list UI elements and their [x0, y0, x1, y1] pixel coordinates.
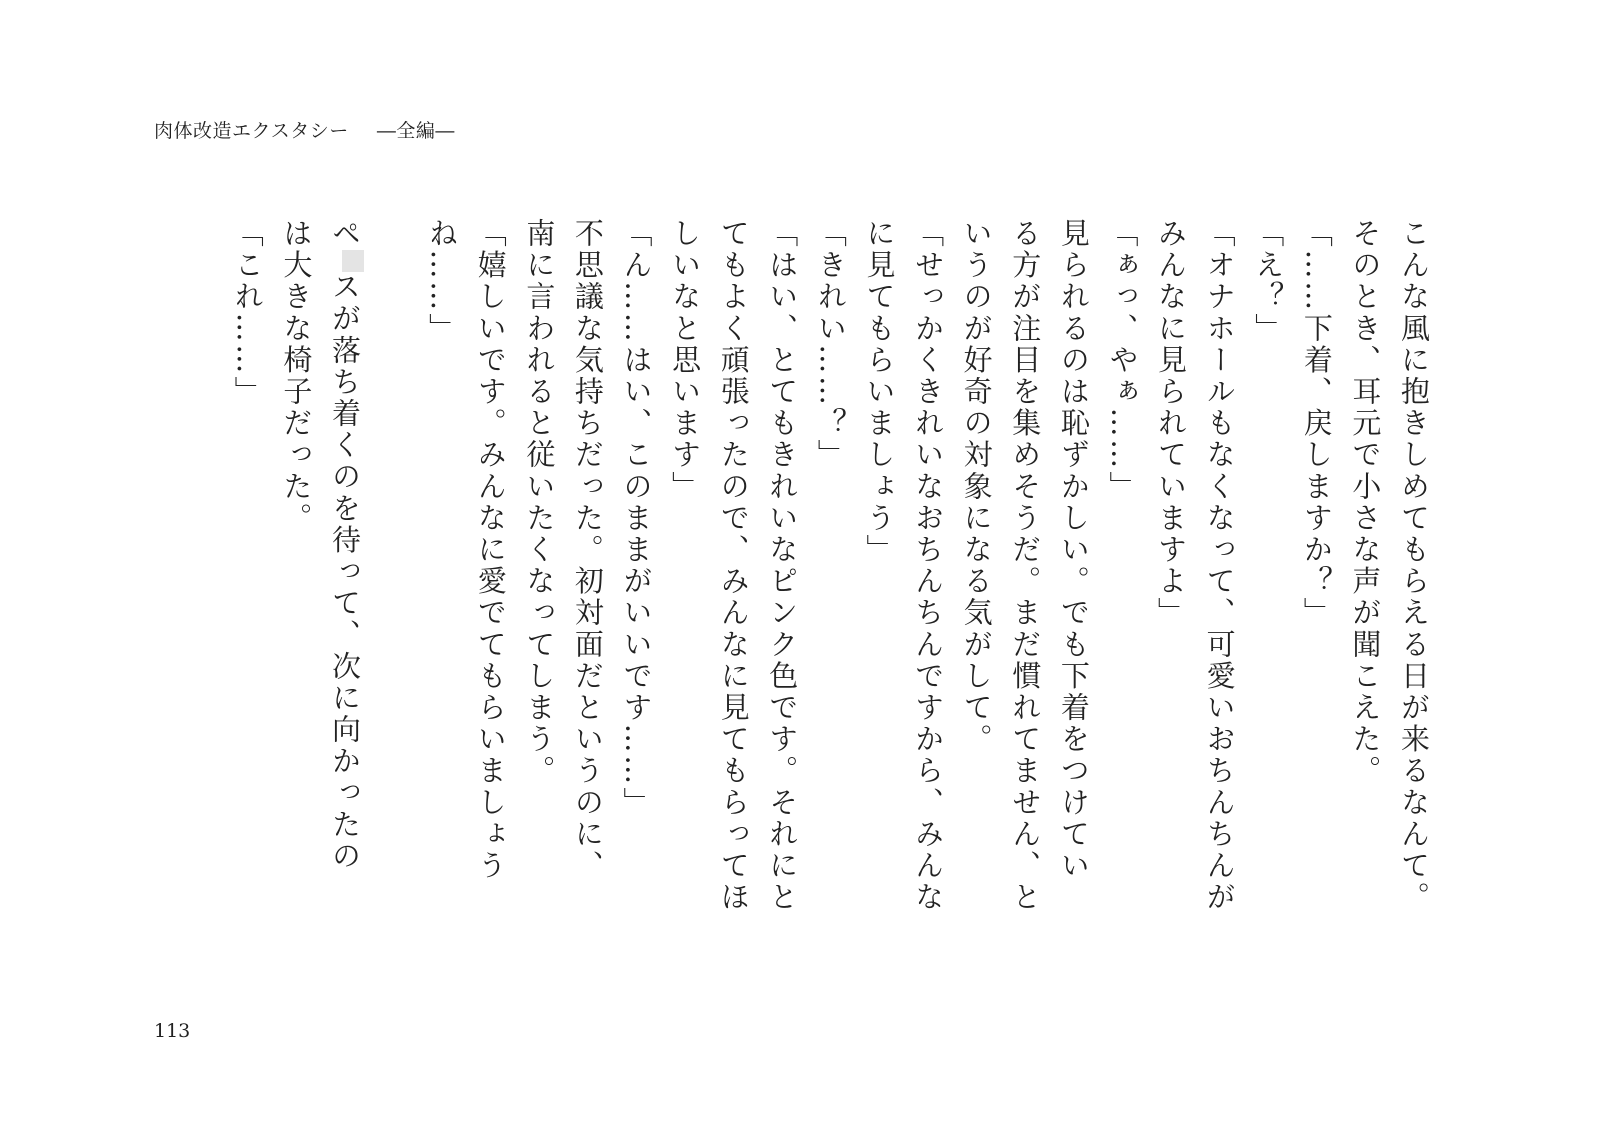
- page-number: 113: [154, 1020, 191, 1042]
- text-line: そのとき、耳元で小さな声が聞こえた。: [1348, 218, 1383, 787]
- text-line: に見てもらいましょう」: [862, 218, 897, 566]
- text-line: 不思議な気持ちだった。初対面だというのに、: [570, 218, 605, 882]
- text-line: てもよく頑張ったので、みんなに見てもらってほ: [716, 218, 751, 914]
- text-line: 「これ……」: [230, 218, 265, 408]
- text-line: る方が注目を集めそうだ。まだ慣れてません、と: [1008, 218, 1043, 914]
- text-line: 「はい、とてもきれいなピンク色です。それにと: [765, 218, 800, 914]
- censor-mosaic: [342, 250, 364, 272]
- running-header: [154, 116, 455, 143]
- text-line: 「嬉しいです。みんなに愛でてもらいましょう: [473, 218, 508, 882]
- text-line: 「ぁっ、やぁ……」: [1105, 218, 1140, 503]
- book-subtitle: ―全編―: [376, 120, 455, 142]
- text-fragment: ペ: [327, 218, 362, 250]
- text-line: しいなと思います」: [668, 218, 703, 503]
- blank-line: [369, 218, 418, 918]
- text-line-with-censor: [320, 218, 369, 918]
- text-line: は大きな椅子だった。: [279, 218, 314, 534]
- text-line: 「せっかくきれいなおちんちんですから、みんな: [911, 218, 946, 914]
- text-line: いうのが好奇の対象になる気がして。: [959, 218, 994, 756]
- text-line: こんな風に抱きしめてもらえる日が来るなんて。: [1397, 218, 1431, 914]
- text-line: 「ん……はい、このままがいいです……」: [619, 218, 654, 819]
- text-line: 「オナホールもなくなって、可愛いおちんちんが: [1202, 218, 1237, 914]
- vertical-body-text: [223, 218, 1438, 918]
- text-line: 「……下着、戻しますか？」: [1299, 218, 1334, 629]
- text-line: みんなに見られていますよ」: [1154, 218, 1189, 629]
- book-title: 肉体改造エクスタシー: [154, 120, 349, 142]
- text-line: 南に言われると従いたくなってしまう。: [522, 218, 557, 787]
- text-line: 見られるのは恥ずかしい。でも下着をつけてい: [1056, 218, 1091, 882]
- text-line: 「え？」: [1251, 218, 1286, 345]
- text-line: 「きれい……？」: [813, 218, 848, 471]
- text-fragment: スが落ち着くのを待って、次に向かったの: [327, 271, 362, 873]
- text-line: ね……」: [425, 218, 460, 345]
